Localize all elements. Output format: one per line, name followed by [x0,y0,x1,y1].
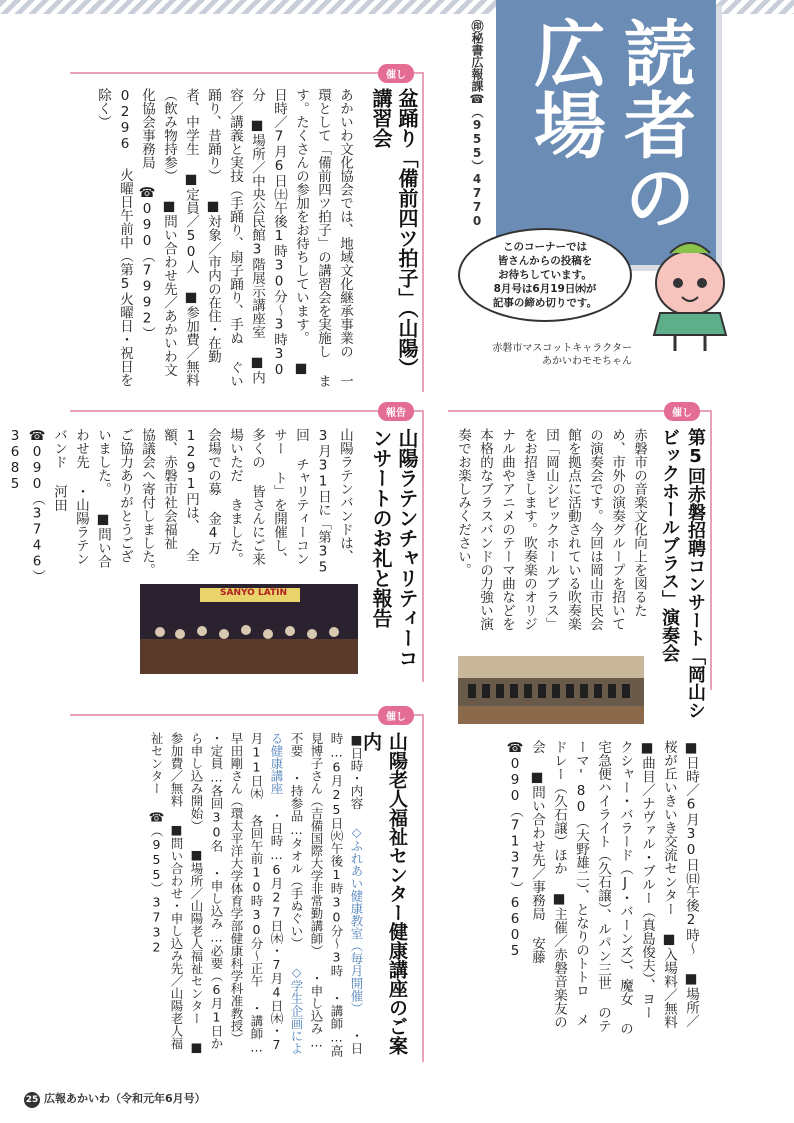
body-line: ます。たくさんの参加をお待ちしています。 [293,88,331,388]
mascot-caption [472,342,632,368]
article-body [7,428,356,578]
body-line: あかいわ文化協会では、地域文化継承事業の [337,88,353,358]
brass-band-photo-image [458,656,644,724]
body-line: ■日時／7月6日㈯午後1時30分～3時30分 [249,88,309,378]
body-line: ■場所／中央公民館3階展示講座室 [249,117,265,339]
publication-name: 広報あかいわ（令和元年6月号） [44,1092,206,1105]
article-title [652,428,708,728]
body-line: 本格的なブラスバンドの力強い演 [477,428,493,631]
page-title-line2: 広場 [522,16,606,160]
detail-line: クシャー・バラード（J・バーンズ）、魔女 [617,740,633,1006]
body-line: 金4万1291円は、 [183,428,221,555]
body-line: ぐい踊り、昔踊り） [205,88,243,388]
speech-bubble [458,228,632,322]
body-line: 館を拠点に活動されている吹奏楽 [565,428,581,631]
body-line: 3月31日に「第35回 [293,428,331,576]
body-line: 各回午前10時30分～正午 [249,814,264,987]
body-line: ■内容／講義と実技（手踊り、扇子踊り、手ぬ [227,88,265,384]
title-line: コンサートのお礼と報告 [369,428,419,668]
body-line: 一環として「備前四ツ拍子」の講習会を実施し [315,88,353,388]
body-line: ・日時…6月27日㈭・7月4日㈭・7月11日㈭ [249,732,284,1052]
detail-line: ドレー（久石譲）ほか [551,740,567,875]
body-line: ■定員／50人 [183,171,199,274]
body-line: ・山陽ラテンバンド 河田 [51,428,89,566]
bubble-line: このコーナーでは [503,241,587,253]
body-line: ■問い合わせ・申し込み先／山陽老人福祉センター [149,732,184,1050]
article-title [360,88,420,388]
article-title [360,428,420,673]
body-line: ☎090（3746）3685 [7,428,45,577]
detail-line: の宅急便ハイライト（久石譲）、ルパン三世 [595,740,633,1036]
detail-line: のテーマ'80（大野雄二）、となりのトトロ メ [573,740,611,1033]
title-line: 「岡山シビックホールブラス」演奏会 [659,428,706,719]
mascot-caption-line: 赤磐市マスコットキャラクター [492,343,632,354]
mascot-illustration [630,235,750,355]
detail-line: ■場所／桜が丘いきいき交流センター [661,740,699,1028]
body-line: ・講師…早田剛さん（環太平洋大学体育学部健康科学科准教授） [229,732,264,1055]
body-line: ■対象／市内の在住・在勤者、中学生 [183,88,221,363]
detail-line: ■曲目／ナヴァル・ブルー（真島俊夫）、ヨー [639,740,655,1020]
body-line: ・講師…高見博子さん（吉備国際大学非常勤講師） [309,732,344,1057]
article-body [76,732,366,1058]
mascot-caption-line: あかいわモモちゃん [542,356,632,367]
detail-line: ☎090（7137）6605 [507,740,523,959]
title-line: 第5回赤磐招聘コンサート [685,428,706,647]
body-line: 奏でお楽しみください。 [455,428,471,577]
title-line: 盆踊り「備前四ツ拍子」（山陽） [395,88,419,378]
category-badge: 催し [378,64,414,83]
body-line: ■参加費／無料（飲み物持参） [161,88,199,387]
bubble-line: 8月号は6月19日㈬が [493,283,597,295]
body-line: 協議会へ寄付しました。 [139,428,155,577]
body-line: ◇ふれあい健康教室（毎月開催） [349,824,364,1015]
bubble-line: お待ちしています。 [498,269,592,281]
title-line: 講習会 [369,88,393,148]
body-line: ◇学生企画による健康講座 [269,732,304,1055]
page-title-line1: 読者の [612,16,696,232]
contact-info: ㊞秘書広報課☎（955）4770 [470,20,484,228]
body-line: ■場所／山陽老人福祉センター ■参加費／無料 [169,732,204,1055]
body-line: ■日時・内容 [349,732,364,810]
body-line: をお招きします。吹奏楽のオリジ [521,428,537,631]
body-line: ■問い合わせ先／あかいわ文化協会事務局 [139,88,177,377]
article-body [452,428,650,648]
photo-banner-text: SANYO LATIN [220,588,287,598]
page-title [520,8,700,248]
body-line: の演奏会です。今回は岡山市民会 [587,428,603,631]
body-line: ・申し込み…必要（6月1日から申し込み開始） [189,732,224,1050]
detail-line: ■入場料／無料 [661,931,677,1029]
body-line: 山陽ラテンバンドは、 [337,428,353,563]
body-line: いました。 [95,428,111,496]
body-line: 団「岡山シビックホールブラス」 [543,428,559,631]
body-line: ・申し込み…不要 ・持参品…タオル（手ぬぐい） [289,732,324,1050]
bubble-line: 皆さんからの投稿を [497,255,593,267]
body-line: チャリティーコンサー [271,428,309,566]
concert-photo [140,584,358,674]
body-line: ☎090（7992）0296 [117,88,155,340]
body-line: め、市外の演奏グループを招いて [609,428,625,631]
page-number: 25 [24,1092,40,1108]
detail-line: ■問い合わせ先／事務局 安藤 [529,769,545,964]
page-footer [24,1090,206,1108]
bubble-line: 記事の締め切りです。 [492,297,598,309]
body-line: ・日時…6月25日㈫午後1時30分～3時 [329,732,364,1055]
body-line: 皆さんにご来場いただ [227,428,265,566]
article-body [76,88,356,388]
brass-band-photo [458,656,644,724]
body-line: ☎（955）3732 [149,809,164,955]
body-line: ご協力ありがとうござ [117,428,133,563]
article-title: 山陽老人福祉センター健康講座のご案内 [360,732,408,1055]
event-details [452,740,702,1040]
detail-line: ■主催／赤磐音楽友の会 [529,740,567,1029]
body-line: ト」を開催し、多くの [249,428,287,566]
body-line: 全額、赤磐市社会福祉 [161,428,199,562]
body-line: ナル曲やアニメのテーマ曲などを [499,428,515,631]
body-line: ■問い合わせ先 [73,428,111,568]
body-line: ・定員…各回30名 [209,732,224,852]
category-badge: 催し [378,706,414,725]
title-line: 山陽ラテンチャリティー [395,428,419,648]
body-line: 火曜日午前中（第5火曜日・祝日を除く） [95,88,133,387]
body-line: 赤磐市の音楽文化向上を図るた [631,428,647,617]
body-line: きました。会場での募 [205,428,243,566]
detail-line: ■日時／6月30日㈰午後2時～ [683,740,699,955]
category-badge: 報告 [378,402,414,421]
category-badge: 催し [664,402,700,421]
